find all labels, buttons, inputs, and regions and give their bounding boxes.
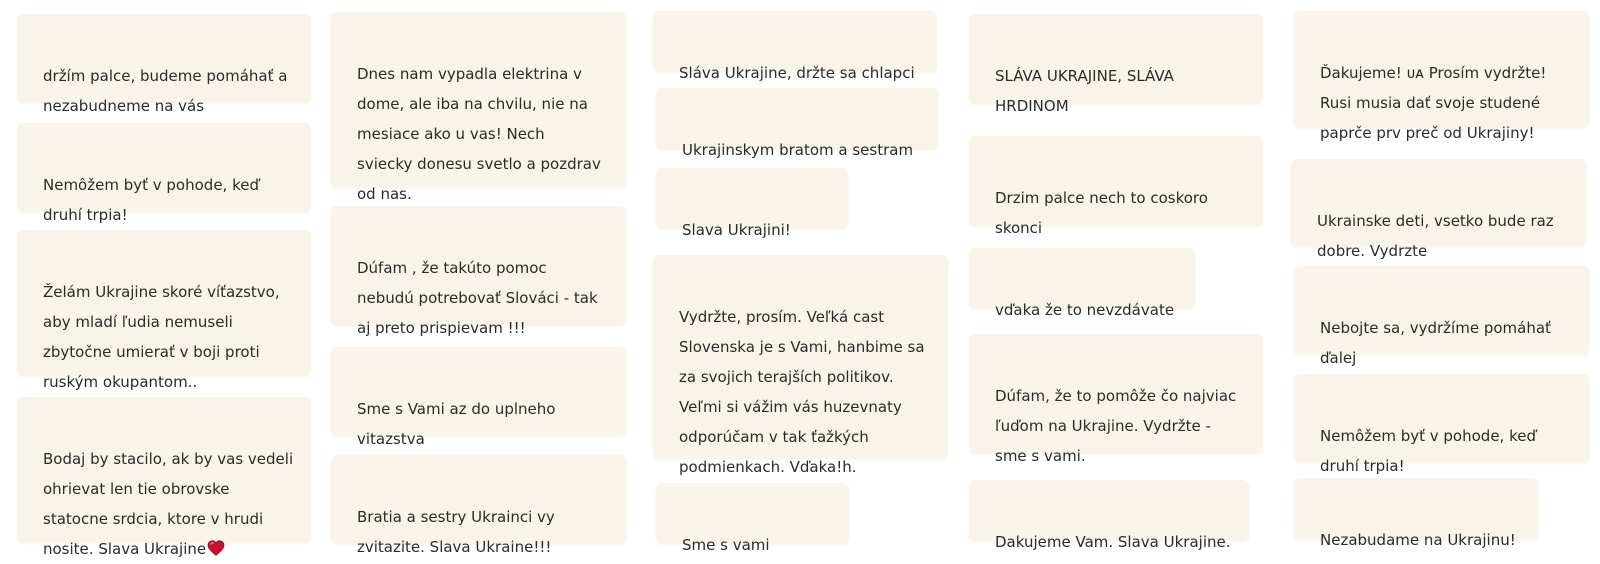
- message-text: Sme s vami: [682, 536, 770, 554]
- message-card: [969, 14, 1263, 115]
- message-card: [17, 397, 311, 558]
- message-card: [331, 206, 626, 337]
- message-text: Dnes nam vypadla elektrina v dome, ale iba na chvilu, nie na mesiace ako u vas! Nech sviecky donesu svetlo a pozdrav od nas.: [357, 65, 601, 203]
- message-card: [656, 168, 848, 239]
- message-card: [969, 136, 1263, 237]
- message-text: Dúfam, že to pomôže čo najviac ľuďom na Ukrajine. Vydržte - sme s vami.: [995, 387, 1237, 465]
- message-text: držím palce, budeme pomáhať a nezabudneme na vás: [43, 67, 288, 115]
- message-card: [1294, 374, 1589, 475]
- message-card: [17, 14, 311, 115]
- message-text: Sláva Ukrajine, držte sa chlapci: [679, 64, 915, 82]
- message-card: [969, 480, 1249, 551]
- message-card: [969, 248, 1195, 319]
- message-card: [653, 11, 937, 82]
- message-card: [656, 483, 849, 554]
- message-text: Bratia a sestry Ukrainci vy zvitazite. Slava Ukraine!!!: [357, 508, 555, 556]
- message-card: [653, 255, 948, 476]
- message-card: [1294, 11, 1589, 142]
- message-text: Slava Ukrajini!: [682, 221, 791, 239]
- message-text: Ďakujeme! ᴜᴀ Prosím vydržte! Rusi musia dať svoje studené paprče prv preč od Ukrajiny!: [1320, 64, 1547, 142]
- message-card: [969, 334, 1263, 465]
- message-text: Nemôžem byť v pohode, keď druhí trpia!: [1320, 427, 1536, 475]
- message-text: Nebojte sa, vydržíme pomáhať ďalej: [1320, 319, 1551, 367]
- message-text: vďaka že to nevzdávate: [995, 301, 1175, 319]
- message-text: Ukrainske deti, vsetko bude raz dobre. Vydrzte: [1317, 212, 1554, 260]
- message-text: Nezabudame na Ukrajinu!: [1320, 531, 1516, 549]
- message-card: [331, 347, 626, 448]
- message-card: [331, 12, 626, 203]
- message-text: Dakujeme Vam. Slava Ukrajine.: [995, 533, 1231, 551]
- message-text: Dúfam , že takúto pomoc nebudú potrebovať Slováci - tak aj preto prispievam !!!: [357, 259, 598, 337]
- message-card: [17, 123, 311, 224]
- message-text: SLÁVA UKRAJINE, SLÁVA HRDINOM: [995, 67, 1174, 115]
- message-text: Sme s Vami az do uplneho vitazstva: [357, 400, 556, 448]
- message-text: Želám Ukrajine skoré víťazstvo, aby mladí ľudia nemuseli zbytočne umierať v boji proti ruským okupantom..: [43, 283, 280, 391]
- message-card: [656, 88, 938, 159]
- message-card: [1291, 159, 1586, 260]
- message-card: [1294, 478, 1538, 549]
- message-text: Bodaj by stacilo, ak by vas vedeli ohrievat len tie obrovske statocne srdcia, ktore v hrudi nosite. Slava Ukrajine: [43, 450, 294, 558]
- message-card: [331, 455, 626, 556]
- message-text: Nemôžem byť v pohode, keď druhí trpia!: [43, 176, 259, 224]
- message-card: [17, 230, 311, 391]
- message-text: Vydržte, prosím. Veľká cast Slovenska je s Vami, hanbime sa za svojich terajších politikov. Veľmi si vážim vás huzevnaty odporúčam v tak ťažkých podmienkach. Vďaka!h.: [679, 308, 925, 476]
- message-text: Ukrajinskym bratom a sestram: [682, 141, 914, 159]
- heart-icon: [207, 540, 225, 556]
- message-card: [1294, 266, 1589, 367]
- message-text: Drzim palce nech to coskoro skonci: [995, 189, 1208, 237]
